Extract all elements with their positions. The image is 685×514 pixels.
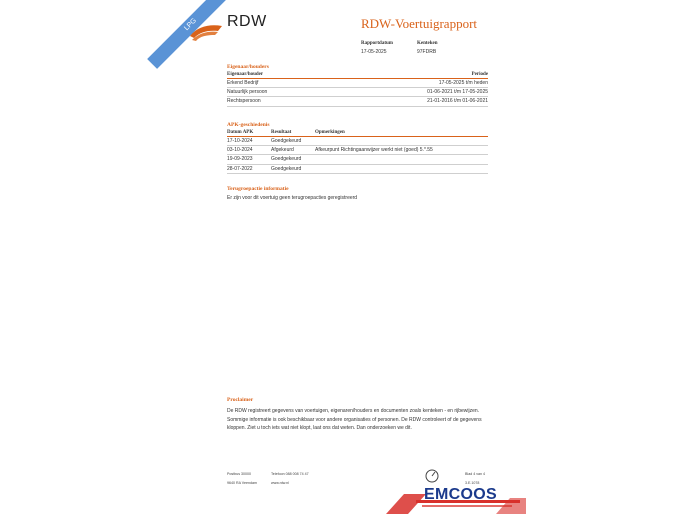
owner-cell: Natuurlijk persoon [227,88,331,97]
table-row [227,79,488,88]
report-date-label: Rapportdatum [361,41,393,46]
table-row [227,164,488,173]
owners-heading: Eigenaar/houders [227,64,269,70]
report-title: RDW-Voertuigrapport [361,16,478,31]
footer-contact [271,470,309,488]
table-header-row [227,129,488,137]
apk-table [227,129,488,174]
license-plate-label: Kenteken [417,41,438,46]
brand-name: RDW [227,13,267,30]
period-cell: 21-01-2016 t/m 01-06-2021 [331,97,488,106]
apk-date-cell: 03-10-2024 [227,146,271,155]
apk-result-cell: Afgekeurd [271,146,315,155]
footer-code: 3.E.1078 [465,481,480,485]
lpg-badge: LPG [147,0,226,69]
apk-result-cell: Goedgekeurd [271,164,315,173]
col-result: Resultaat [271,129,315,137]
table-row [227,137,488,146]
emcoos-watermark: EMCOOS [424,486,497,503]
footer-web: www.rdw.nl [271,481,289,485]
footer-page: Blad 4 van 4 [465,472,485,476]
table-header-row [227,71,488,79]
apk-date-cell: 28-07-2022 [227,164,271,173]
apk-date-cell: 19-09-2023 [227,155,271,164]
apk-result-cell: Goedgekeurd [271,137,315,146]
license-plate [417,40,438,56]
rdw-logo-icon [188,22,224,42]
apk-result-cell: Goedgekeurd [271,155,315,164]
footer-city: 9640 RA Veendam [227,481,257,485]
footer-postbus: Postbus 30000 [227,472,251,476]
recall-text: Er zijn voor dit voertuig geen terugroepacties geregistreerd [227,195,358,201]
disclaimer-text: De RDW registreert gegevens van voertuigen, eigenaren/houders en documenten zoals kenteken - en rijbewijzen. Sommige informatie is ook beschikbaar voor andere organisaties of personen. De RDW controleert of de gegevens kloppen. Ziet u toch iets wat niet klopt, laat ons dat weten. Dan onderzoeken we dit. [227,408,482,431]
col-period: Periode [331,71,488,79]
period-cell: 01-06-2021 t/m 17-05-2025 [331,88,488,97]
apk-date-cell: 17-10-2024 [227,137,271,146]
apk-remarks-cell [315,164,488,173]
apk-heading: APK-geschiedenis [227,122,270,128]
col-owner: Eigenaar/houder [227,71,331,79]
report-date [361,40,393,56]
license-plate-value: 97FDRB [417,49,437,55]
apk-remarks-cell [315,137,488,146]
apk-remarks-cell [315,155,488,164]
footer-address [227,470,257,488]
report-date-value: 17-05-2025 [361,49,387,55]
footer-phone: Telefoon 088 008 74 47 [271,472,309,476]
disclaimer-heading: Proclaimer [227,397,254,403]
table-row [227,155,488,164]
apk-remarks-cell: Afkeurpunt Richtingaanwijzer werkt niet (goed) 5.*.55 [315,146,488,155]
col-apk-date: Datum APK [227,129,271,137]
recall-heading: Terugroepactie informatie [227,186,289,192]
owners-table [227,71,488,107]
table-row [227,88,488,97]
owner-cell: Erkend Bedrijf [227,79,331,88]
col-remarks: Opmerkingen [315,129,488,137]
table-row [227,146,488,155]
period-cell: 17-05-2025 t/m heden [331,79,488,88]
owner-cell: Rechtspersoon [227,97,331,106]
table-row [227,97,488,106]
